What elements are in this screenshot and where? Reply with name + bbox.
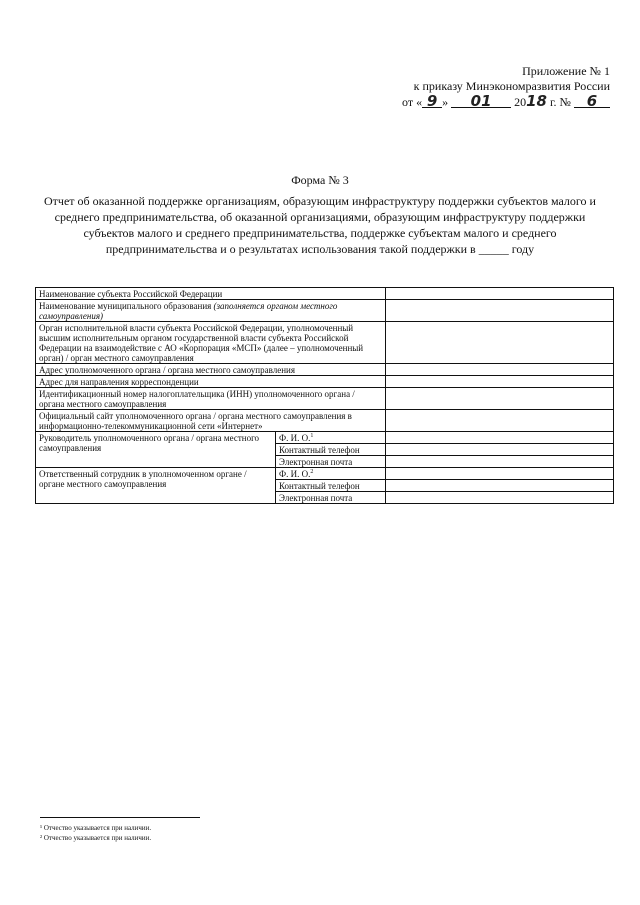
- responsible-phone-value[interactable]: [386, 480, 614, 492]
- table-row: [36, 376, 614, 388]
- responsible-email-value[interactable]: [386, 492, 614, 504]
- head-fio-label: [276, 432, 386, 444]
- responsible-phone-label: Контактный телефон: [276, 480, 386, 492]
- date-prefix: от «: [402, 95, 423, 109]
- responsible-fio-label: [276, 468, 386, 480]
- head-email-label: Электронная почта: [276, 456, 386, 468]
- municipality-value[interactable]: [386, 300, 614, 322]
- appendix-label: Приложение № 1: [522, 64, 610, 78]
- footnote-1: ¹ Отчество указывается при наличии.: [40, 824, 152, 832]
- website-value[interactable]: [386, 410, 614, 432]
- authority-value[interactable]: [386, 322, 614, 364]
- authority-label: Орган исполнительной власти субъекта Российской Федерации, уполномоченный высшим исполнительным органом государственной власти субъекта Российской Федерации на взаимодействие с АО «Корпорация «МСП» (далее – уполномоченный орган) / орган местного самоуправления: [36, 322, 386, 364]
- municipality-label: Наименование муниципального образования: [39, 301, 212, 311]
- head-label: Руководитель уполномоченного органа / органа местного самоуправления: [36, 432, 276, 468]
- address-value[interactable]: [386, 364, 614, 376]
- year-suffix: г. №: [546, 95, 571, 109]
- responsible-fio-text: Ф. И. О.: [279, 469, 311, 479]
- form-title: Форма № 3: [291, 173, 349, 187]
- region-label: Наименование субъекта Российской Федерации: [36, 288, 386, 300]
- inn-value[interactable]: [386, 388, 614, 410]
- order-number: 6: [574, 95, 610, 108]
- responsible-fio-value[interactable]: [386, 468, 614, 480]
- responsible-label: Ответственный сотрудник в уполномоченном органе / органе местного самоуправления: [36, 468, 276, 504]
- order-year: 18: [526, 92, 547, 110]
- table-row: [36, 468, 614, 480]
- footnote-divider: [40, 817, 200, 818]
- table-row: [36, 288, 614, 300]
- address-label: Адрес уполномоченного органа / органа местного самоуправления: [36, 364, 386, 376]
- year-prefix: 20: [514, 95, 527, 109]
- website-label: Официальный сайт уполномоченного органа / органа местного самоуправления в информационно-телекоммуникационной сети «Интернет»: [36, 410, 386, 432]
- head-phone-label: Контактный телефон: [276, 444, 386, 456]
- table-row: [36, 388, 614, 410]
- report-form-table: [35, 287, 614, 504]
- table-row: [36, 410, 614, 432]
- head-fio-value[interactable]: [386, 432, 614, 444]
- municipality-note: (заполняется органом местного самоуправления): [39, 301, 338, 321]
- head-email-value[interactable]: [386, 456, 614, 468]
- municipality-cell: [36, 300, 386, 322]
- order-reference: к приказу Минэкономразвития России: [413, 79, 610, 93]
- appendix-header: [380, 64, 610, 110]
- footnote-ref-2: 2: [310, 469, 314, 475]
- footnotes: [40, 823, 151, 843]
- mail-address-label: Адрес для направления корреспонденции: [36, 376, 386, 388]
- inn-label: Идентификационный номер налогоплательщика (ИНН) уполномоченного органа / органа местного самоуправления: [36, 388, 386, 410]
- mail-address-value[interactable]: [386, 376, 614, 388]
- report-title: Отчет об оказанной поддержке организациям, образующим инфраструктуру поддержки субъектов малого и среднего предпринимательства, об оказанной организациями, образующим инфраструктуру поддержки субъектов малого и среднего предпринимательства, поддержке субъектам малого и среднего предпринимательства и о результатах использования такой поддержки в _____ году: [44, 194, 596, 256]
- head-phone-value[interactable]: [386, 444, 614, 456]
- order-date-line: [380, 94, 610, 110]
- footnote-2: ² Отчество указывается при наличии.: [40, 834, 152, 842]
- order-month: 01: [451, 95, 511, 108]
- responsible-email-label: Электронная почта: [276, 492, 386, 504]
- table-row: [36, 322, 614, 364]
- table-row: [36, 432, 614, 444]
- footnote-ref-1: 1: [310, 433, 314, 439]
- table-row: [36, 300, 614, 322]
- region-value[interactable]: [386, 288, 614, 300]
- head-fio-text: Ф. И. О.: [279, 433, 311, 443]
- table-row: [36, 364, 614, 376]
- date-mid: »: [442, 95, 449, 109]
- order-day: 9: [422, 95, 442, 108]
